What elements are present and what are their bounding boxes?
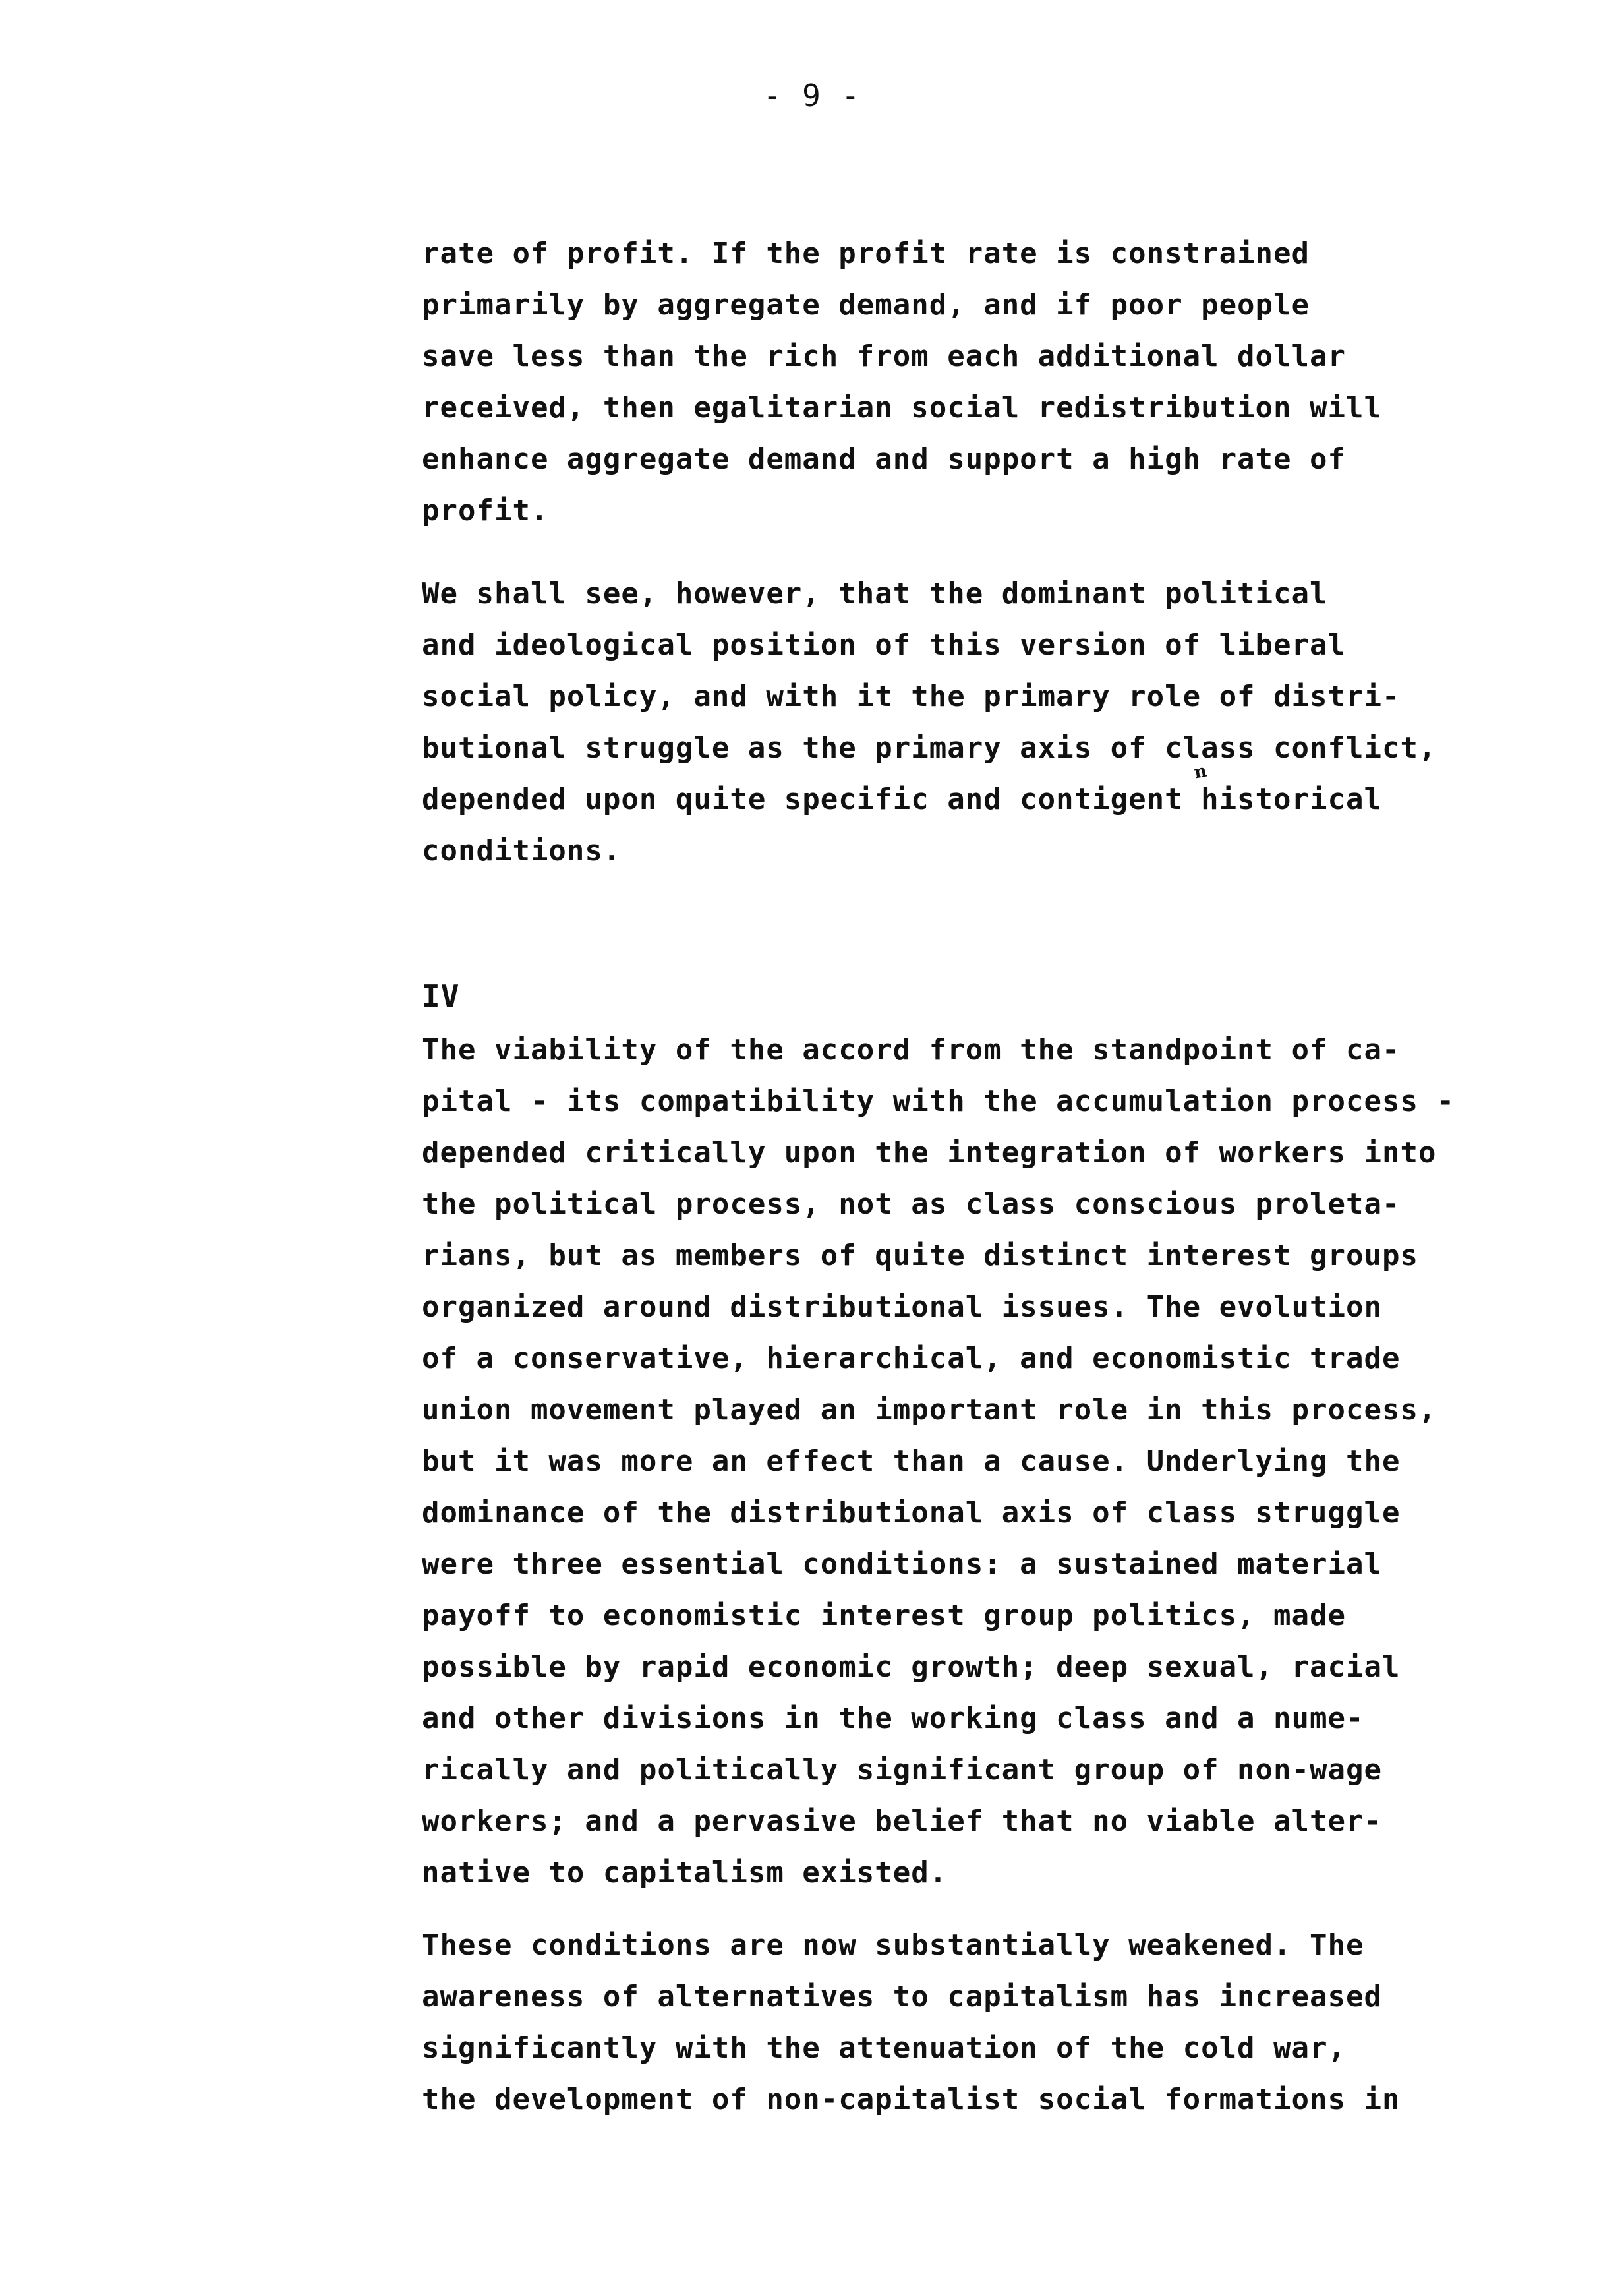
text-line: awareness of alternatives to capitalism has increased	[422, 1980, 1382, 2013]
text-line: and other divisions in the working class and a nume-	[422, 1702, 1364, 1735]
paragraph-3	[422, 1025, 1595, 1899]
text-line: were three essential conditions: a sustained material	[422, 1547, 1382, 1581]
text-line: profit.	[422, 494, 549, 527]
text-line: possible by rapid economic growth; deep sexual, racial	[422, 1650, 1401, 1684]
page-number: - 9 -	[763, 78, 861, 113]
text-line: dominance of the distributional axis of class struggle	[422, 1496, 1401, 1530]
text-line: significantly with the attenuation of the cold war,	[422, 2031, 1347, 2065]
text-line: primarily by aggregate demand, and if poor people	[422, 288, 1310, 322]
text-line: butional struggle as the primary axis of class conflict,	[422, 731, 1437, 765]
text-line: the development of non-capitalist social formations in	[422, 2083, 1401, 2116]
paragraph-1	[422, 228, 1595, 537]
paragraph-4	[422, 1920, 1595, 2126]
text-line: the political process, not as class conscious proleta-	[422, 1187, 1401, 1221]
text-line: We shall see, however, that the dominant political	[422, 577, 1328, 610]
text-line: but it was more an effect than a cause. Underlying the	[422, 1444, 1401, 1478]
handwritten-correction-mark: n	[1192, 761, 1209, 783]
text-line: save less than the rich from each additional dollar	[422, 340, 1347, 373]
text-line: rians, but as members of quite distinct interest groups	[422, 1239, 1418, 1272]
text-line: and ideological position of this version of liberal	[422, 628, 1347, 662]
text-line: of a conservative, hierarchical, and economistic trade	[422, 1342, 1401, 1375]
text-line: rically and politically significant group of non-wage	[422, 1753, 1382, 1787]
text-line: workers; and a pervasive belief that no viable alter-	[422, 1804, 1382, 1838]
text-line: payoff to economistic interest group politics, made	[422, 1599, 1347, 1632]
text-line: received, then egalitarian social redistribution will	[422, 391, 1382, 425]
text-line: organized around distributional issues. The evolution	[422, 1290, 1382, 1324]
text-line: These conditions are now substantially weakened. The	[422, 1928, 1364, 1962]
text-line: pital - its compatibility with the accumulation process -	[422, 1085, 1455, 1118]
section-heading: IV	[422, 978, 460, 1014]
text-line: rate of profit. If the profit rate is constrained	[422, 237, 1310, 270]
paragraph-2	[422, 568, 1595, 877]
text-line: depended critically upon the integration of workers into	[422, 1136, 1437, 1170]
text-line: The viability of the accord from the standpoint of ca-	[422, 1033, 1401, 1067]
text-line: social policy, and with it the primary role of distri-	[422, 680, 1401, 713]
text-line: native to capitalism existed.	[422, 1856, 948, 1889]
text-line: depended upon quite specific and contigent historical	[422, 783, 1382, 816]
text-line: enhance aggregate demand and support a high rate of	[422, 442, 1347, 476]
text-line: conditions.	[422, 834, 622, 868]
text-line: union movement played an important role in this process,	[422, 1393, 1437, 1427]
